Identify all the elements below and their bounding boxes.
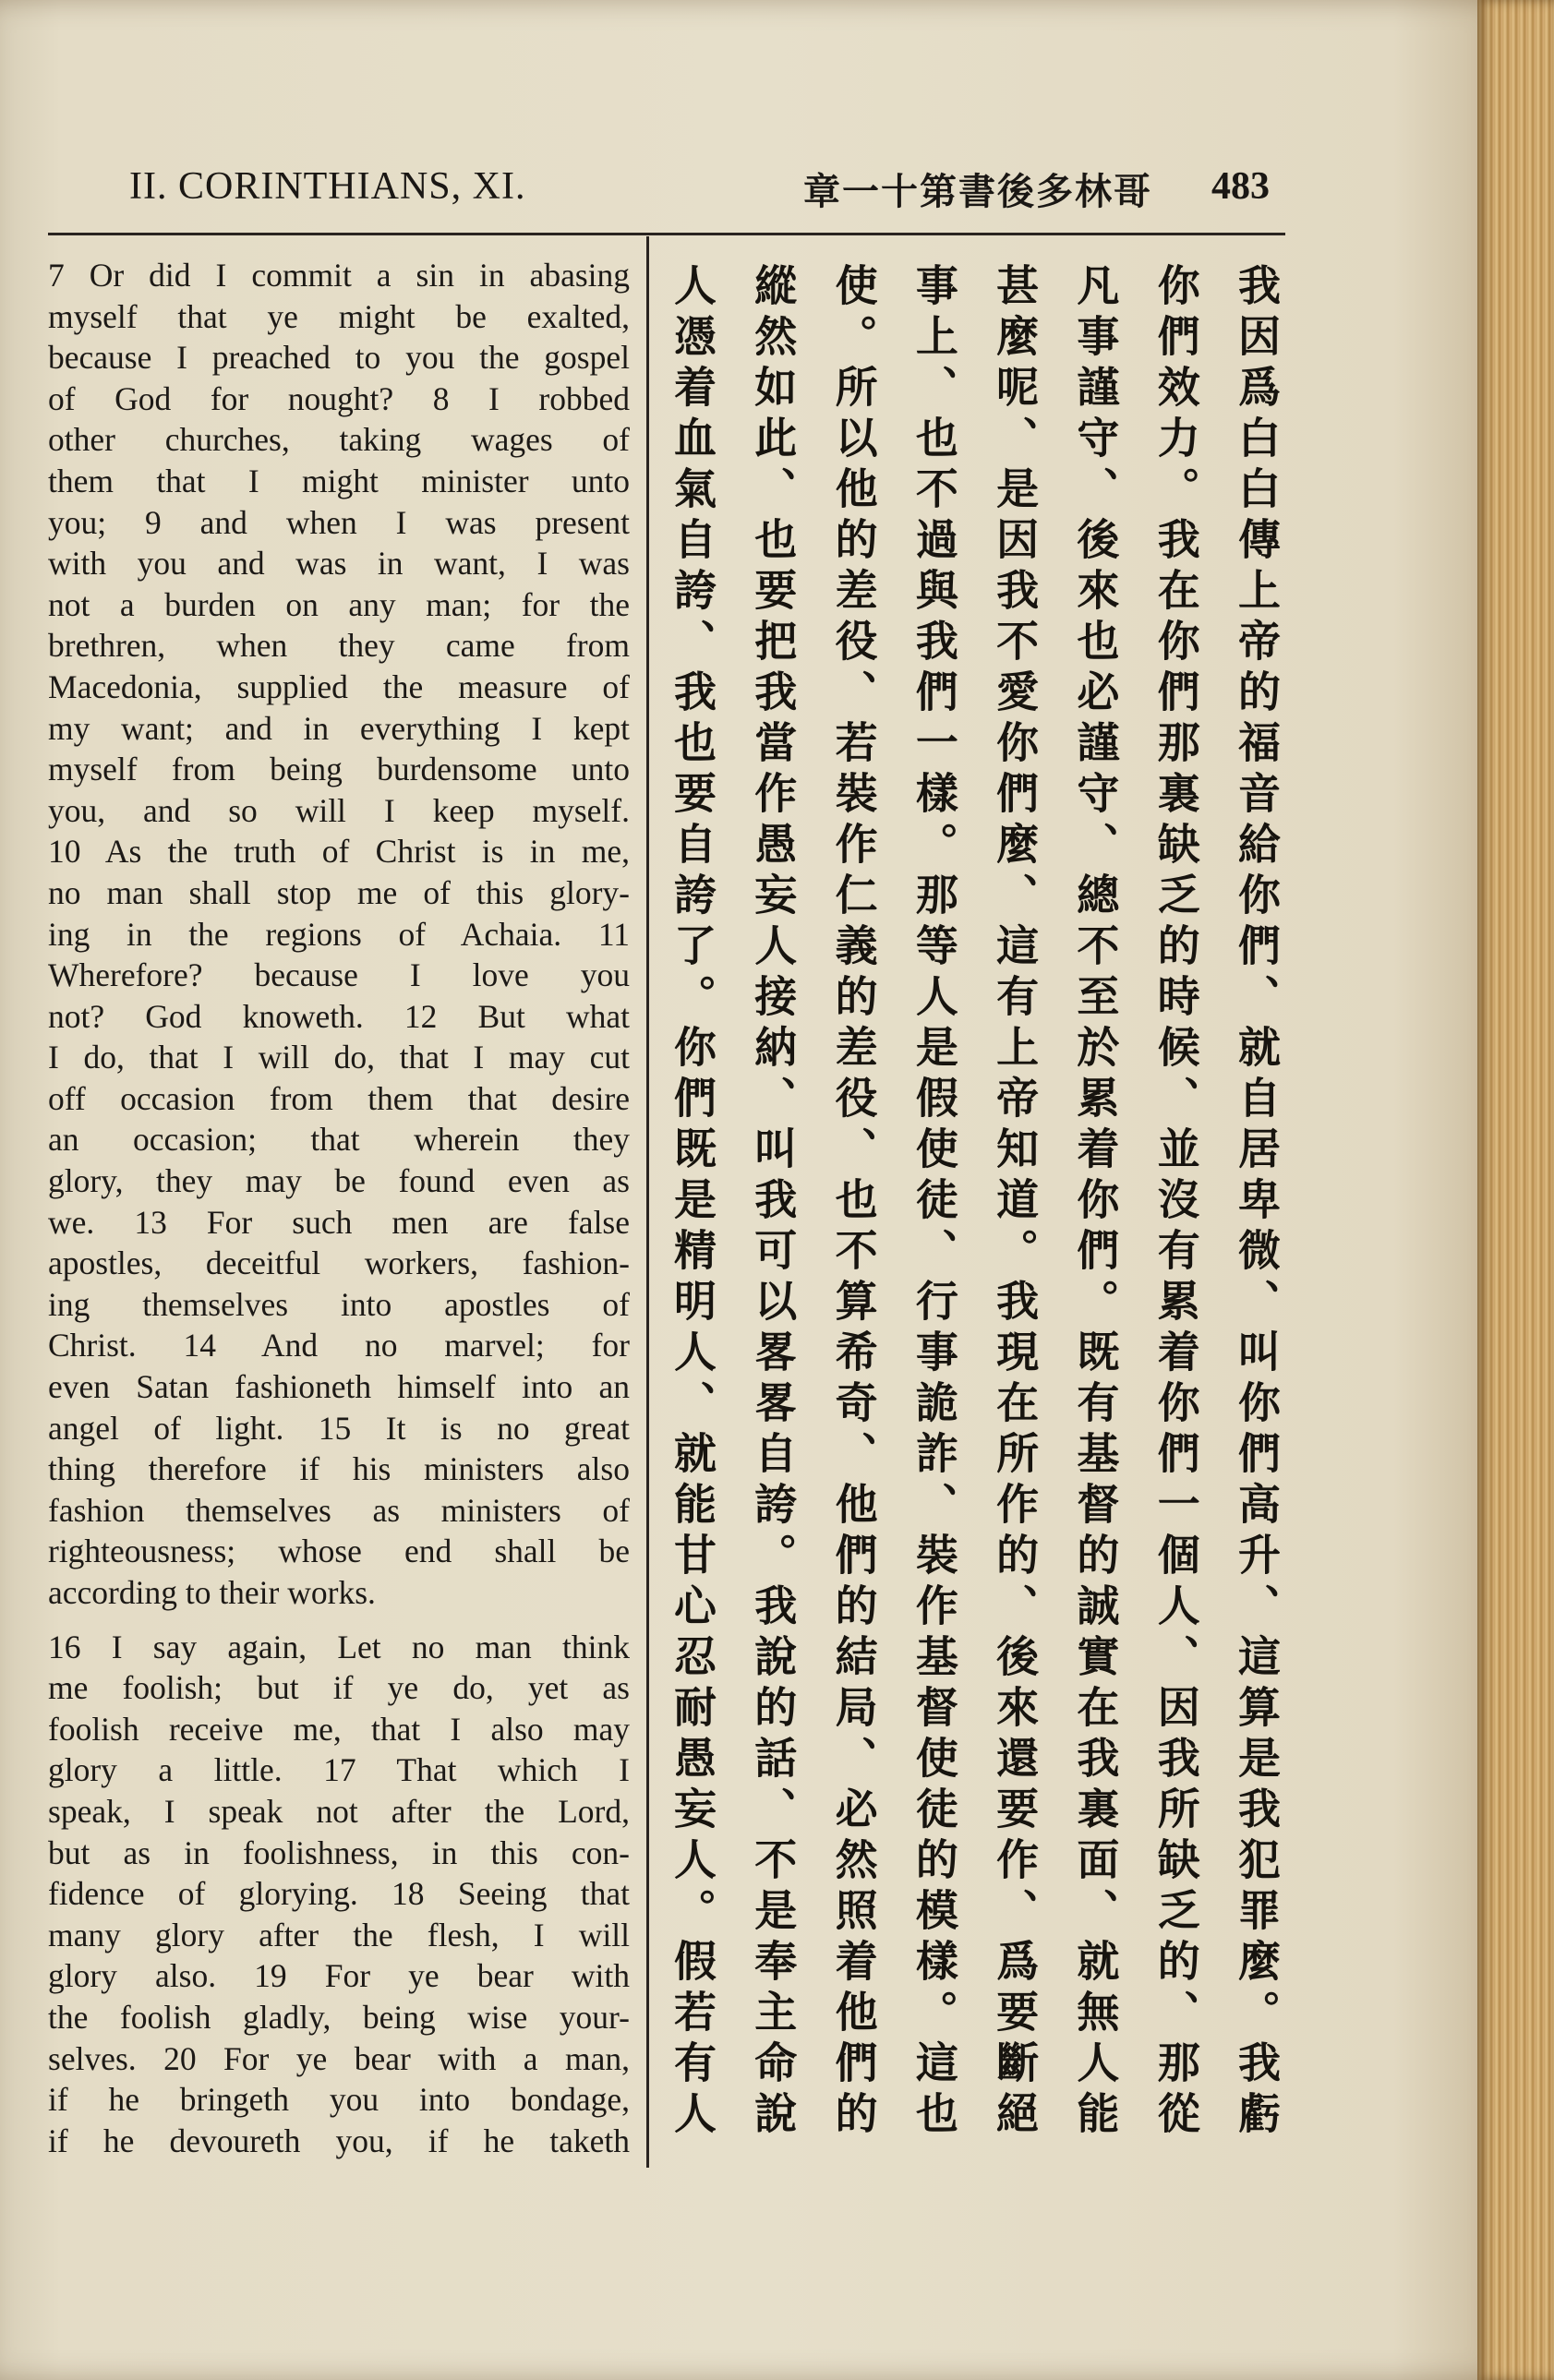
text-line: according to their works. <box>48 1574 376 1611</box>
text-line: brethren, when they came from <box>48 627 630 665</box>
text-line: glory a little. 17 That which I <box>48 1751 630 1789</box>
text-line: righteousness; whose end shall be <box>48 1533 630 1570</box>
text-line: you; 9 and when I was present <box>48 503 630 541</box>
text-line: no man shall stop me of this glory- <box>48 873 630 911</box>
text-line: thing therefore if his ministers also <box>48 1450 630 1488</box>
column-divider <box>646 236 649 2168</box>
text-line: glory also. 19 For ye bear with <box>48 1957 630 1995</box>
header-chinese-title: 章一十第書後多林哥 <box>803 171 1152 213</box>
text-line: selves. 20 For ye bear with a man, <box>48 2039 630 2077</box>
text-line: an occasion; that wherein they <box>48 1121 630 1159</box>
text-line: not a burden on any man; for the <box>48 585 630 623</box>
text-line: angel of light. 15 It is no great <box>48 1409 630 1447</box>
text-line: if he bringeth you into bondage, <box>48 2081 630 2119</box>
chinese-column: 縱然如此、也要把我當作愚妄人接納、叫我可以畧畧自誇。我說的話、不是奉主命說 <box>748 263 799 2142</box>
header-book-title: II. CORINTHIANS, XI. <box>129 165 526 208</box>
text-line: ing in the regions of Achaia. 11 <box>48 915 630 953</box>
chinese-column: 凡事謹守、後來也必謹守、總不至於累着你們。既有基督的誠實在我裏面、就無人能 <box>1070 263 1121 2142</box>
text-line: of God for nought? 8 I robbed <box>48 379 630 417</box>
text-line: ing themselves into apostles of <box>48 1285 630 1323</box>
text-line: them that I might minister unto <box>48 462 630 499</box>
text-line: I do, that I will do, that I may cut <box>48 1039 630 1076</box>
chinese-text-columns <box>663 263 1286 2165</box>
text-line: the foolish gladly, being wise your- <box>48 1998 630 2036</box>
book-page-edges <box>1477 0 1554 2380</box>
text-line: 7 Or did I commit a sin in abasing <box>48 257 630 294</box>
chinese-column: 使。所以他的差役、若裝作仁義的差役、也不算希奇、他們的結局、必然照着他們的 <box>828 263 879 2142</box>
header-rule <box>48 233 1285 235</box>
text-line: speak, I speak not after the Lord, <box>48 1792 630 1830</box>
text-line: you, and so will I keep myself. <box>48 791 630 829</box>
text-line: with you and was in want, I was <box>48 545 630 583</box>
text-line: 16 I say again, Let no man think <box>48 1628 630 1665</box>
text-line: fidence of glorying. 18 Seeing that <box>48 1875 630 1913</box>
text-line: apostles, deceitful workers, fashion- <box>48 1244 630 1282</box>
english-text-column <box>48 255 630 2161</box>
text-line: off occasion from them that desire <box>48 1079 630 1117</box>
running-header <box>129 164 1283 220</box>
text-line: if he devoureth you, if he taketh <box>48 2122 630 2159</box>
text-line: Wherefore? because I love you <box>48 956 630 994</box>
text-line: fashion themselves as ministers of <box>48 1491 630 1529</box>
text-line: many glory after the flesh, I will <box>48 1916 630 1953</box>
text-line: myself from being burdensome unto <box>48 751 630 788</box>
english-paragraph-2 <box>48 1627 630 2162</box>
text-line: Macedonia, supplied the measure of <box>48 667 630 705</box>
text-line: because I preached to you the gospel <box>48 339 630 377</box>
text-line: we. 13 For such men are false <box>48 1203 630 1241</box>
text-line: myself that ye might be exalted, <box>48 297 630 335</box>
english-paragraph-1 <box>48 255 630 1614</box>
text-line: me foolish; but if ye do, yet as <box>48 1669 630 1707</box>
text-line: foolish receive me, that I also may <box>48 1710 630 1748</box>
text-line: other churches, taking wages of <box>48 421 630 459</box>
chinese-column: 人憑着血氣自誇、我也要自誇了。你們既是精明人、就能甘心忍耐愚妄人。假若有人 <box>668 263 717 2142</box>
text-line: even Satan fashioneth himself into an <box>48 1368 630 1406</box>
chinese-column: 事上、也不過與我們一樣。那等人是假使徒、行事詭詐、裝作基督使徒的模樣。這也 <box>909 263 959 2142</box>
text-line: but as in foolishness, in this con- <box>48 1833 630 1871</box>
text-line: not? God knoweth. 12 But what <box>48 997 630 1035</box>
text-line: Christ. 14 And no marvel; for <box>48 1327 630 1364</box>
chinese-column: 甚麼呢、是因我不愛你們麼、這有上帝知道。我現在所作的、後來還要作、爲要斷絕 <box>990 263 1041 2142</box>
text-line: my want; and in everything I kept <box>48 709 630 747</box>
page-number: 483 <box>1211 165 1270 208</box>
chinese-column: 我因爲白白傳上帝的福音給你們、就自居卑微、叫你們高升、這算是我犯罪麼。我虧 <box>1231 263 1282 2142</box>
chinese-column: 你們效力。我在你們那裏缺乏的時候、並沒有累着你們一個人、因我所缺乏的、那從 <box>1150 263 1201 2142</box>
text-line: glory, they may be found even as <box>48 1162 630 1200</box>
text-line: 10 As the truth of Christ is in me, <box>48 833 630 871</box>
